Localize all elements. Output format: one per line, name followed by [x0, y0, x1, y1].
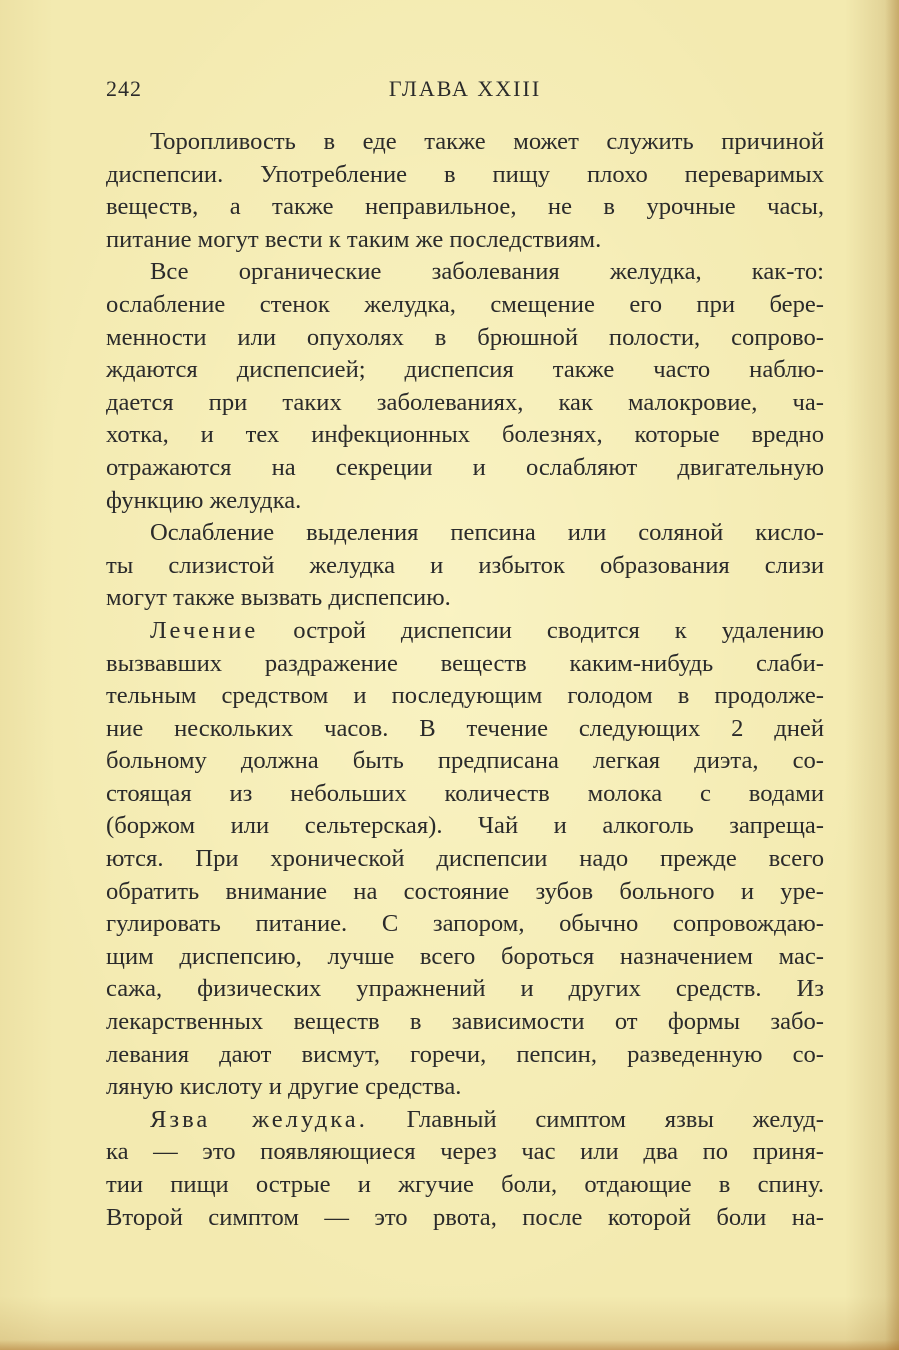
- text-line: гулировать питание. С запором, обычно сопровождаю-: [106, 910, 824, 938]
- text-line: ты слизистой желудка и избыток образования слизи: [106, 551, 824, 579]
- text-line: диспепсии. Употребление в пищу плохо переваримых: [106, 160, 824, 188]
- body-text: [106, 126, 824, 1234]
- text-line: больному должна быть предписана легкая диэта, со-: [106, 747, 824, 775]
- text-fragment: Главный симптом язвы желуд-: [367, 1105, 824, 1133]
- text-line: ются. При хронической диспепсии надо прежде всего: [106, 845, 824, 873]
- paragraph: [106, 126, 824, 256]
- text-line: питание могут вести к таким же последствиям.: [106, 225, 602, 253]
- text-line: сажа, физических упражнений и других средств. Из: [106, 975, 824, 1003]
- text-line: Все органические заболевания желудка, как-то:: [150, 258, 824, 286]
- text-line: ляную кислоту и другие средства.: [106, 1073, 462, 1101]
- text-line: функцию желудка.: [106, 486, 302, 514]
- text-line: [106, 615, 824, 648]
- page-edge-shadow-right: [885, 0, 899, 1350]
- paragraph: [106, 615, 824, 1104]
- text-line: тельным средством и последующим голодом в продолже-: [106, 682, 824, 710]
- text-line: Второй симптом — это рвота, после которой боли на-: [106, 1203, 824, 1231]
- page-number: 242: [106, 76, 142, 101]
- text-line: менности или опухолях в брюшной полости, сопрово-: [106, 323, 824, 351]
- chapter-title: ГЛАВА XXIII: [388, 76, 542, 101]
- text-line: (боржом или сельтерская). Чай и алкоголь запреща-: [106, 812, 824, 840]
- text-line: хотка, и тех инфекционных болезнях, которые вредно: [106, 421, 824, 449]
- text-line: ждаются диспепсией; диспепсия также часто наблю-: [106, 356, 824, 384]
- text-line: вызвавших раздражение веществ каким-нибудь слаби-: [106, 649, 824, 677]
- text-line: щим диспепсию, лучше всего бороться назначением мас-: [106, 942, 824, 970]
- text-line: дается при таких заболеваниях, как малокровие, ча-: [106, 388, 824, 416]
- text-line: ка — это появляющиеся через час или два по приня-: [106, 1138, 824, 1166]
- text-line: веществ, а также неправильное, не в урочные часы,: [106, 193, 824, 221]
- text-line: Торопливость в еде также может служить причиной: [150, 128, 824, 155]
- text-line: [106, 1104, 824, 1137]
- text-fragment: острой диспепсии сводится к удалению: [258, 616, 824, 644]
- text-line: левания дают висмут, горечи, пепсин, разведенную со-: [106, 1040, 824, 1068]
- paragraph: [106, 517, 824, 615]
- text-line: обратить внимание на состояние зубов больного и уре-: [106, 877, 824, 905]
- running-head: [106, 76, 824, 104]
- text-line: ослабление стенок желудка, смещение его при бере-: [106, 290, 824, 318]
- text-line: Ослабление выделения пепсина или соляной кисло-: [150, 519, 824, 547]
- text-line: отражаются на секреции и ослабляют двигательную: [106, 453, 824, 481]
- text-line: тии пищи острые и жгучие боли, отдающие в спину.: [106, 1171, 824, 1198]
- text-line: могут также вызвать диспепсию.: [106, 584, 451, 612]
- section-lead-ulcer: Язва желудка.: [150, 1105, 368, 1133]
- page-edge-shadow-bottom: [0, 1340, 899, 1350]
- section-lead-treatment: Лечение: [150, 616, 259, 644]
- paragraph: [106, 256, 824, 517]
- text-line: стоящая из небольших количеств молока с водами: [106, 779, 824, 807]
- text-line: ние нескольких часов. В течение следующих 2 дней: [106, 714, 824, 742]
- paragraph: [106, 1104, 824, 1234]
- text-line: лекарственных веществ в зависимости от формы забо-: [106, 1008, 824, 1036]
